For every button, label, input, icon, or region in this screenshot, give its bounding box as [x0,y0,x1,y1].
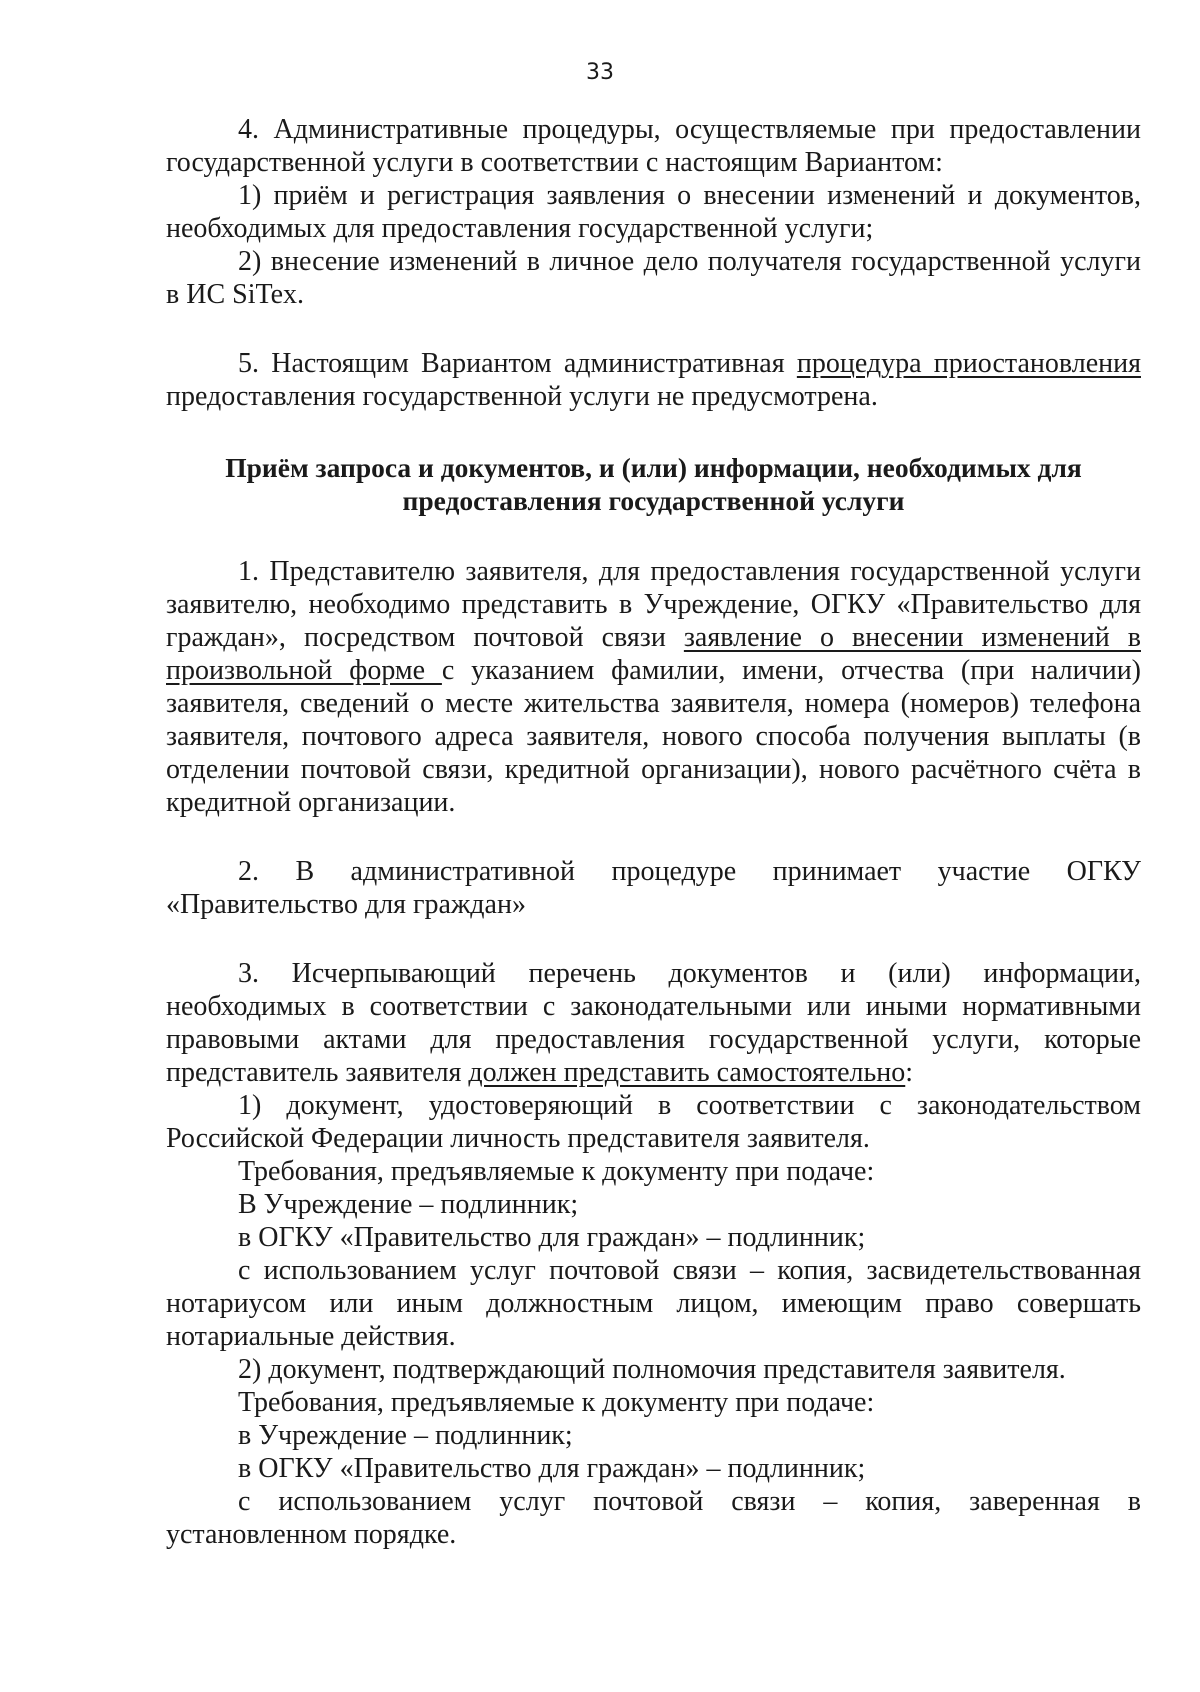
section-item-3-text-b: : [905,1057,914,1088]
requirement-2-a: в Учреждение – подлинник; [238,1420,573,1451]
section-heading [166,451,1141,517]
requirement-2-b: в ОГКУ «Правительство для граждан» – подлинник; [238,1453,866,1484]
item-4-1: 1) приём и регистрация заявления о внесении изменений и документов, необходимых для предоставления государственной услуги; [166,180,1141,244]
item-5 [166,347,1141,413]
document-body [166,113,1141,1551]
section-item-3-underlined: должен представить самостоятельно [468,1057,906,1088]
section-item-1 [166,555,1141,819]
page-number: 33 [586,60,614,85]
item-5-text-b: предоставления государственной услуги не предусмотрена. [166,381,878,412]
section-item-1-text-a: 1. Представителю заявителя, для предоставления государственной услуги заявителю, необходимо представить в Учреждение, ОГКУ «Правительство для граждан», посредством почтовой связи [166,556,1141,653]
section-item-1-text-b: с указанием фамилии, имени, отчества (при наличии) заявителя, сведений о месте жительства заявителя, номера (номеров) телефона заявителя, почтового адреса заявителя, нового способа получения выплаты (в отделении почтовой связи, кредитной организации), нового расчётного счёта в кредитной организации. [166,655,1141,818]
item-4-2: 2) внесение изменений в личное дело получателя государственной услуги в ИС SiTex. [166,246,1141,310]
heading-line-2: предоставления государственной услуги [402,485,905,516]
section-item-3-text-a: 3. Исчерпывающий перечень документов и (или) информации, необходимых в соответствии с законодательными или иными нормативными правовыми актами для предоставления государственной услуги, которые представитель заявителя [166,958,1141,1088]
section-item-1-underlined: заявление о внесении изменений в произвольной форме [166,622,1141,686]
section-item-2: 2. В административной процедуре принимает участие ОГКУ «Правительство для граждан» [166,856,1141,920]
requirements-2: Требования, предъявляемые к документу при подаче: [238,1387,875,1418]
item-5-text-a: 5. Настоящим Вариантом административная [238,348,797,379]
requirement-2-c: с использованием услуг почтовой связи – копия, заверенная в установленном порядке. [166,1486,1141,1550]
section-item-3 [166,957,1141,1089]
requirement-1-c: с использованием услуг почтовой связи – копия, засвидетельствованная нотариусом или иным должностным лицом, имеющим право совершать нотариальные действия. [166,1255,1141,1352]
item-4: 4. Административные процедуры, осуществляемые при предоставлении государственной услуги в соответствии с настоящим Вариантом: [166,114,1141,178]
document-1: 1) документ, удостоверяющий в соответствии с законодательством Российской Федерации личность представителя заявителя. [166,1090,1141,1154]
requirements-1: Требования, предъявляемые к документу при подаче: [238,1156,875,1187]
requirement-1-a: В Учреждение – подлинник; [238,1189,579,1220]
requirement-1-b: в ОГКУ «Правительство для граждан» – подлинник; [238,1222,866,1253]
heading-line-1: Приём запроса и документов, и (или) информации, необходимых для [225,452,1082,483]
item-5-underlined: процедура приостановления [796,348,1141,379]
document-2: 2) документ, подтверждающий полномочия представителя заявителя. [238,1354,1066,1385]
